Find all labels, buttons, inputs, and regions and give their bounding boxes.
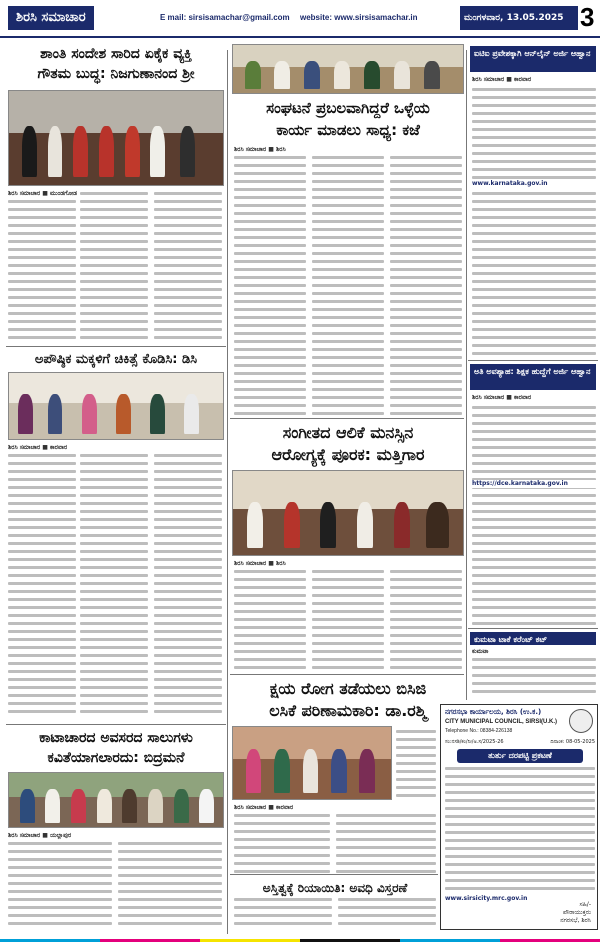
notice-reference-number: ಸಂ:ನಸಶಿ/ಕಂ/ನೀ/ಅ.ಸ/2025-26 [445,739,504,745]
newspaper-title: ಶಿರಸಿ ಸಮಾಚಾರ [8,6,94,30]
article-2-headline-line-2: ಕಾರ್ಯ ಮಾಡಲು ಸಾಧ್ಯ: ಕಜೆ [276,121,420,139]
notice-sign-line-2: ಪೌರಾಯುಕ್ತರು [563,909,591,916]
page-number: 3 [580,2,595,32]
article-1-body-col-2 [80,192,148,344]
notice-sign-line-3: ನಗರಸಭೆ, ಶಿರಸಿ [560,917,591,924]
article-5-headline-line-2: ಲಸಿಕೆ ಪರಿಣಾಮಕಾರಿ: ಡಾ.ರಶ್ಮಿ [269,701,427,720]
article-4-body-col-3 [390,570,462,674]
section-divider [230,874,438,875]
article-5-body-col-2 [336,814,436,878]
masthead-website[interactable]: website: www.sirsisamachar.in [300,13,418,22]
municipal-notice [440,704,598,930]
article-4-headline-line-2: ಆರೋಗ್ಯಕ್ಕೆ ಪೂರಕ: ಮತ್ತಿಗಾರ [271,445,425,464]
sidebar-2-url[interactable]: https://dce.karnataka.gov.in [472,480,596,488]
article-2-body-col-2 [312,156,384,420]
section-divider [468,628,598,629]
article-3-body-col-2 [80,454,148,718]
masthead-date: ಮಂಗಳವಾರ, 13.05.2025 [460,6,578,30]
article-6-dateline: ಶಿರಸಿ ಸಮಾಚಾರ ■ ಯಲ್ಲಾಪುರ [8,832,72,839]
article-6-headline-line-1: ಕಾಟಾಚಾರದ ಅವಸರದ ಸಾಲುಗಳು [39,730,193,746]
column-divider [466,50,467,700]
masthead [0,0,600,38]
section-divider [6,724,226,725]
print-registration-bar [0,934,600,946]
article-2-body-col-3 [390,156,462,420]
notice-date: ದಿನಾಂಕ: 08-05-2025 [550,739,595,745]
article-2-body-col-1 [234,156,306,420]
article-3-photo [8,372,224,440]
sidebar-2-body [472,406,596,630]
article-5-photo [232,726,392,800]
article-3-headline: ಅಪೌಷ್ಠಿಕ ಮಕ್ಕಳಿಗೆ ಚಿಕಿತ್ಸೆ ಕೊಡಿಸಿ: ಡಿಸಿ [34,352,198,367]
article-5-side-text [396,730,436,802]
notice-office-name: ನಗರಸಭಾ ಕಾರ್ಯಾಲಯ, ಶಿರಸಿ (ಉ.ಕ.) [445,708,542,716]
notice-telephone: Telephone No.: 08384-226138 [445,728,513,734]
article-3-body-col-3 [154,454,222,718]
section-divider [468,360,598,361]
sidebar-3-body [472,658,596,698]
article-6-photo [8,772,224,828]
notice-office-name-english: CITY MUNICIPAL COUNCIL, SIRSI(U.K.) [445,719,558,725]
notice-url[interactable]: www.sirsicity.mrc.gov.in [445,895,528,902]
sidebar-3-dateline: ಕುಮಟಾ [472,648,489,655]
article-5-headline-line-1: ಕ್ಷಯ ರೋಗ ತಡೆಯಲು ಬಿಸಿಜಿ [269,679,427,698]
article-2-dateline: ಶಿರಸಿ ಸಮಾಚಾರ ■ ಶಿರಸಿ [234,146,286,153]
article-4-body-col-1 [234,570,306,674]
article-6-body-col-2 [118,842,222,930]
article-1-dateline: ಶಿರಸಿ ಸಮಾಚಾರ ■ ಮುಂಡಗೋಡ [8,190,77,197]
article-4-dateline: ಶಿರಸಿ ಸಮಾಚಾರ ■ ಶಿರಸಿ [234,560,286,567]
article-4-headline-line-1: ಸಂಗೀತದ ಆಲಿಕೆ ಮನಸ್ಸಿನ [282,423,414,442]
article-3-body-col-1 [8,454,76,718]
sidebar-1-dateline: ಶಿರಸಿ ಸಮಾಚಾರ ■ ಕಾರವಾರ [472,76,532,83]
notice-body [445,767,595,895]
sidebar-2-dateline: ಶಿರಸಿ ಸಮಾಚಾರ ■ ಕಾರವಾರ [472,394,532,401]
article-1-body-col-1 [8,200,76,344]
article-1-headline-line-2: ಗೌತಮ ಬುದ್ಧ: ನಿಜಗುಣಾನಂದ ಶ್ರೀ [37,66,195,82]
article-2-headline-line-1: ಸಂಘಟನೆ ಪ್ರಬಲವಾಗಿದ್ದರೆ ಒಳ್ಳೆಯ [266,99,430,117]
article-6-body-col-1 [8,842,112,930]
column-divider [227,50,228,934]
notice-number [445,739,595,745]
section-divider [230,674,464,675]
article-3-dateline: ಶಿರಸಿ ಸಮಾಚಾರ ■ ಕಾರವಾರ [8,444,68,451]
sidebar-1-url[interactable]: www.karnataka.gov.in [472,180,596,188]
masthead-email[interactable]: E mail: sirsisamachar@gmail.com [160,13,290,22]
article-1-body-col-3 [154,192,222,344]
municipal-seal-icon [569,709,593,733]
sidebar-2-title: ಅತಿ ಅವಶ್ಯಾಹ: ಶಿಕ್ಷಕ ಹುದ್ದೆಗೆ ಅರ್ಜಿ ಆಹ್ವಾನ [470,364,596,390]
sidebar-1-title: ಐಟಿಐ ಪ್ರವೇಶಕ್ಕಾಗಿ ಆನ್‌ಲೈನ್ ಅರ್ಜಿ ಆಹ್ವಾನ [470,46,596,72]
article-5-dateline: ಶಿರಸಿ ಸಮಾಚಾರ ■ ಕಾರವಾರ [234,804,294,811]
article-7-headline: ಅಸ್ತಿತ್ವಕ್ಕೆ ರಿಯಾಯಿತಿ: ಅವಧಿ ವಿಸ್ತರಣೆ [262,881,408,895]
article-1-headline-line-1: ಶಾಂತಿ ಸಂದೇಶ ಸಾರಿದ ಏಕೈಕ ವ್ಯಕ್ತಿ [40,46,192,62]
article-2-photo [232,44,464,94]
article-1-photo [8,90,224,186]
section-divider [6,346,226,347]
notice-signature [560,901,591,925]
article-4-photo [232,470,464,556]
article-4-body-col-2 [312,570,384,674]
notice-title: ತುರ್ತು ದರಪಟ್ಟಿ ಪ್ರಕಟಣೆ [457,749,583,763]
article-6-headline-line-2: ಕವಿತೆಯಾಗಲಾರದು: ಬಿದ್ರಮನೆ [47,750,185,766]
sidebar-3-title: ಕುಮಟಾ ಟಾಕೆ ಕರೆಂಟ್ ಕಟ್ [470,632,596,645]
article-7-body-col-2 [338,898,436,930]
sidebar-1-body [472,88,596,360]
article-5-body-col-1 [234,814,330,878]
section-divider [230,418,464,419]
notice-sign-line-1: ಸಹಿ/- [579,901,591,908]
article-7-body-col-1 [234,898,332,930]
